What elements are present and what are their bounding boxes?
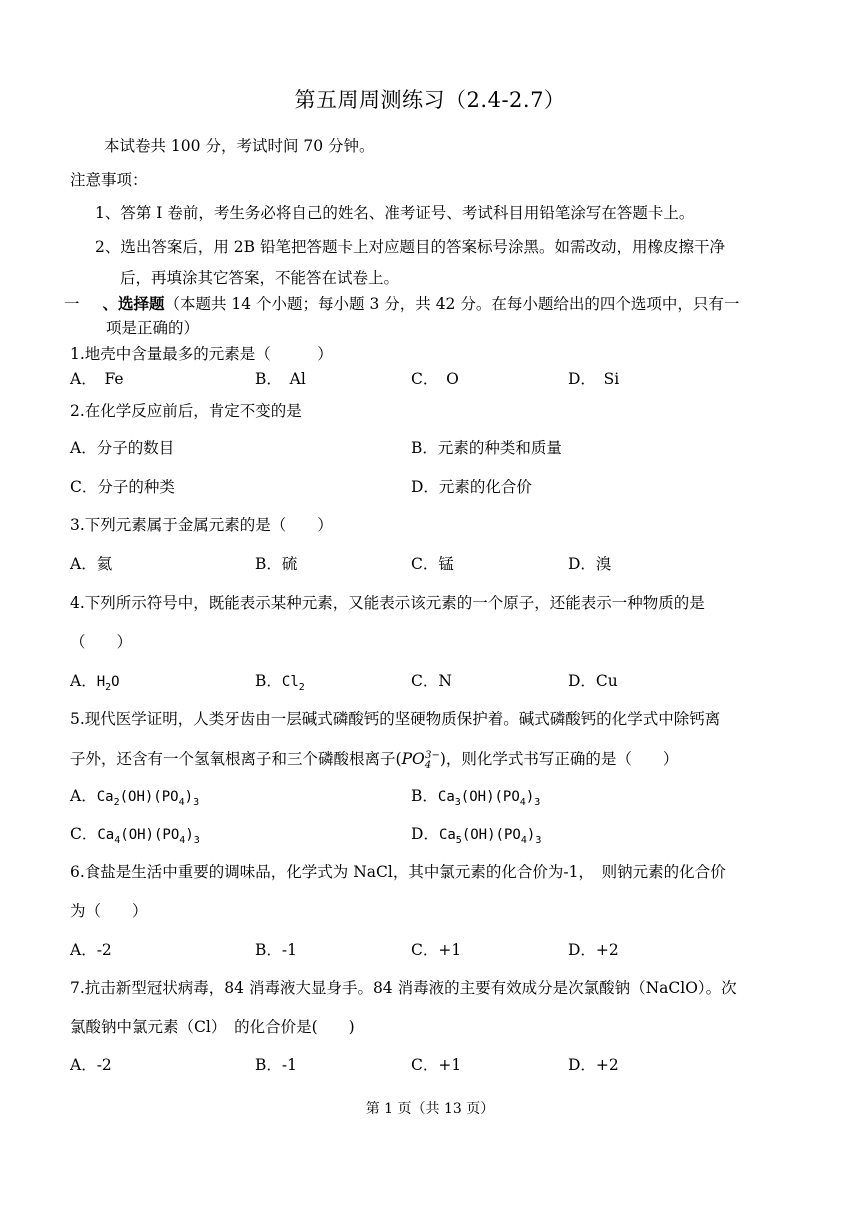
question-6-option-a: A．-2	[70, 941, 112, 959]
question-7-stem: 7.抗击新型冠状病毒，84 消毒液大显身手。84 消毒液的主要有效成分是次氯酸钠（NaClO）。次	[70, 979, 737, 997]
question-1-option-c: C． O	[411, 370, 459, 388]
question-2-stem: 2.在化学反应前后，肯定不变的是	[70, 402, 302, 420]
section-name: 、选择题	[102, 294, 165, 313]
question-6-stem-cont: 为（ ）	[70, 902, 148, 920]
question-3-option-a: A．氦	[70, 555, 113, 573]
question-1-stem: 1.地壳中含量最多的元素是（ ）	[70, 345, 333, 363]
page-title: 第五周周测练习（2.4-2.7）	[294, 88, 566, 112]
question-7-option-b: B．-1	[255, 1056, 297, 1074]
question-4-stem: 4.下列所示符号中，既能表示某种元素，又能表示该元素的一个原子，还能表示一种物质的是	[70, 594, 705, 612]
notice-2: 2、选出答案后，用 2B 铅笔把答题卡上对应题目的答案标号涂黑。如需改动，用橡皮擦干净	[95, 238, 725, 256]
question-5-option-d: D．$Ca_5(OH)(PO_4)_3$	[411, 825, 542, 846]
question-5-option-b: B．$Ca_3(OH)(PO_4)_3$	[411, 787, 541, 808]
question-4-stem-cont: （ ）	[70, 633, 133, 651]
question-4-option-d: D．Cu	[568, 672, 618, 690]
notice-2-cont: 后，再填涂其它答案，不能答在试卷上。	[120, 269, 400, 287]
question-1-option-a: A． Fe	[70, 370, 124, 388]
question-7-option-d: D．+2	[568, 1056, 619, 1074]
question-6-option-d: D．+2	[568, 941, 619, 959]
question-2-option-c: C．分子的种类	[70, 478, 175, 496]
phosphate-ion: $PO_4^{3-}$	[401, 750, 440, 772]
question-2-option-a: A．分子的数目	[70, 439, 175, 457]
exam-intro: 本试卷共 100 分，考试时间 70 分钟。	[104, 137, 375, 155]
section-desc-cont: 项是正确的）	[106, 319, 200, 337]
question-3-stem: 3.下列元素属于金属元素的是（ ）	[70, 516, 333, 534]
question-7-option-c: C．+1	[411, 1056, 462, 1074]
question-1-option-b: B． Al	[255, 370, 306, 388]
question-4-option-a: A．$H_2O$	[70, 672, 120, 693]
notice-1: 1、答第 I 卷前，考生务必将自己的姓名、准考证号、考试科目用铅笔涂写在答题卡上。	[95, 204, 695, 222]
question-5-option-c: C．$Ca_4(OH)(PO_4)_3$	[70, 825, 200, 846]
question-4-option-c: C．N	[411, 672, 452, 690]
question-7-option-a: A．-2	[70, 1056, 112, 1074]
question-3-option-b: B．硫	[255, 555, 298, 573]
question-5-stem-cont: 子外，还含有一个氢氧根离子和三个磷酸根离子$(PO_4^{3-})$，则化学式书写正确的是（ ）	[70, 750, 679, 772]
question-5-stem: 5.现代医学证明，人类牙齿由一层碱式磷酸钙的坚硬物质保护着。碱式磷酸钙的化学式中除钙离	[70, 710, 721, 728]
question-5-option-a: A．$Ca_2(OH)(PO_4)_3$	[70, 787, 200, 808]
section-desc: （本题共 14 个小题；每小题 3 分，共 42 分。在每小题给出的四个选项中，只有一	[164, 295, 740, 313]
question-2-option-b: B．元素的种类和质量	[411, 439, 562, 457]
page-footer: 第 1 页（共 13 页）	[365, 1101, 495, 1117]
question-6-option-b: B．-1	[255, 941, 297, 959]
section-number: 一	[64, 295, 80, 313]
question-6-stem: 6.食盐是生活中重要的调味品，化学式为 NaCl，其中氯元素的化合价为-1， 则钠元素的化合价	[70, 863, 726, 881]
question-6-option-c: C．+1	[411, 941, 462, 959]
question-2-option-d: D．元素的化合价	[411, 478, 532, 496]
question-4-option-b: B．$Cl_2$	[255, 672, 305, 693]
question-1-option-d: D． Si	[568, 370, 620, 388]
notice-title: 注意事项：	[70, 171, 148, 189]
section-heading	[64, 294, 739, 314]
question-3-option-c: C．锰	[411, 555, 454, 573]
question-7-stem-cont: 氯酸钠中氯元素（Cl） 的化合价是( )	[70, 1018, 355, 1036]
question-3-option-d: D．溴	[568, 555, 612, 573]
